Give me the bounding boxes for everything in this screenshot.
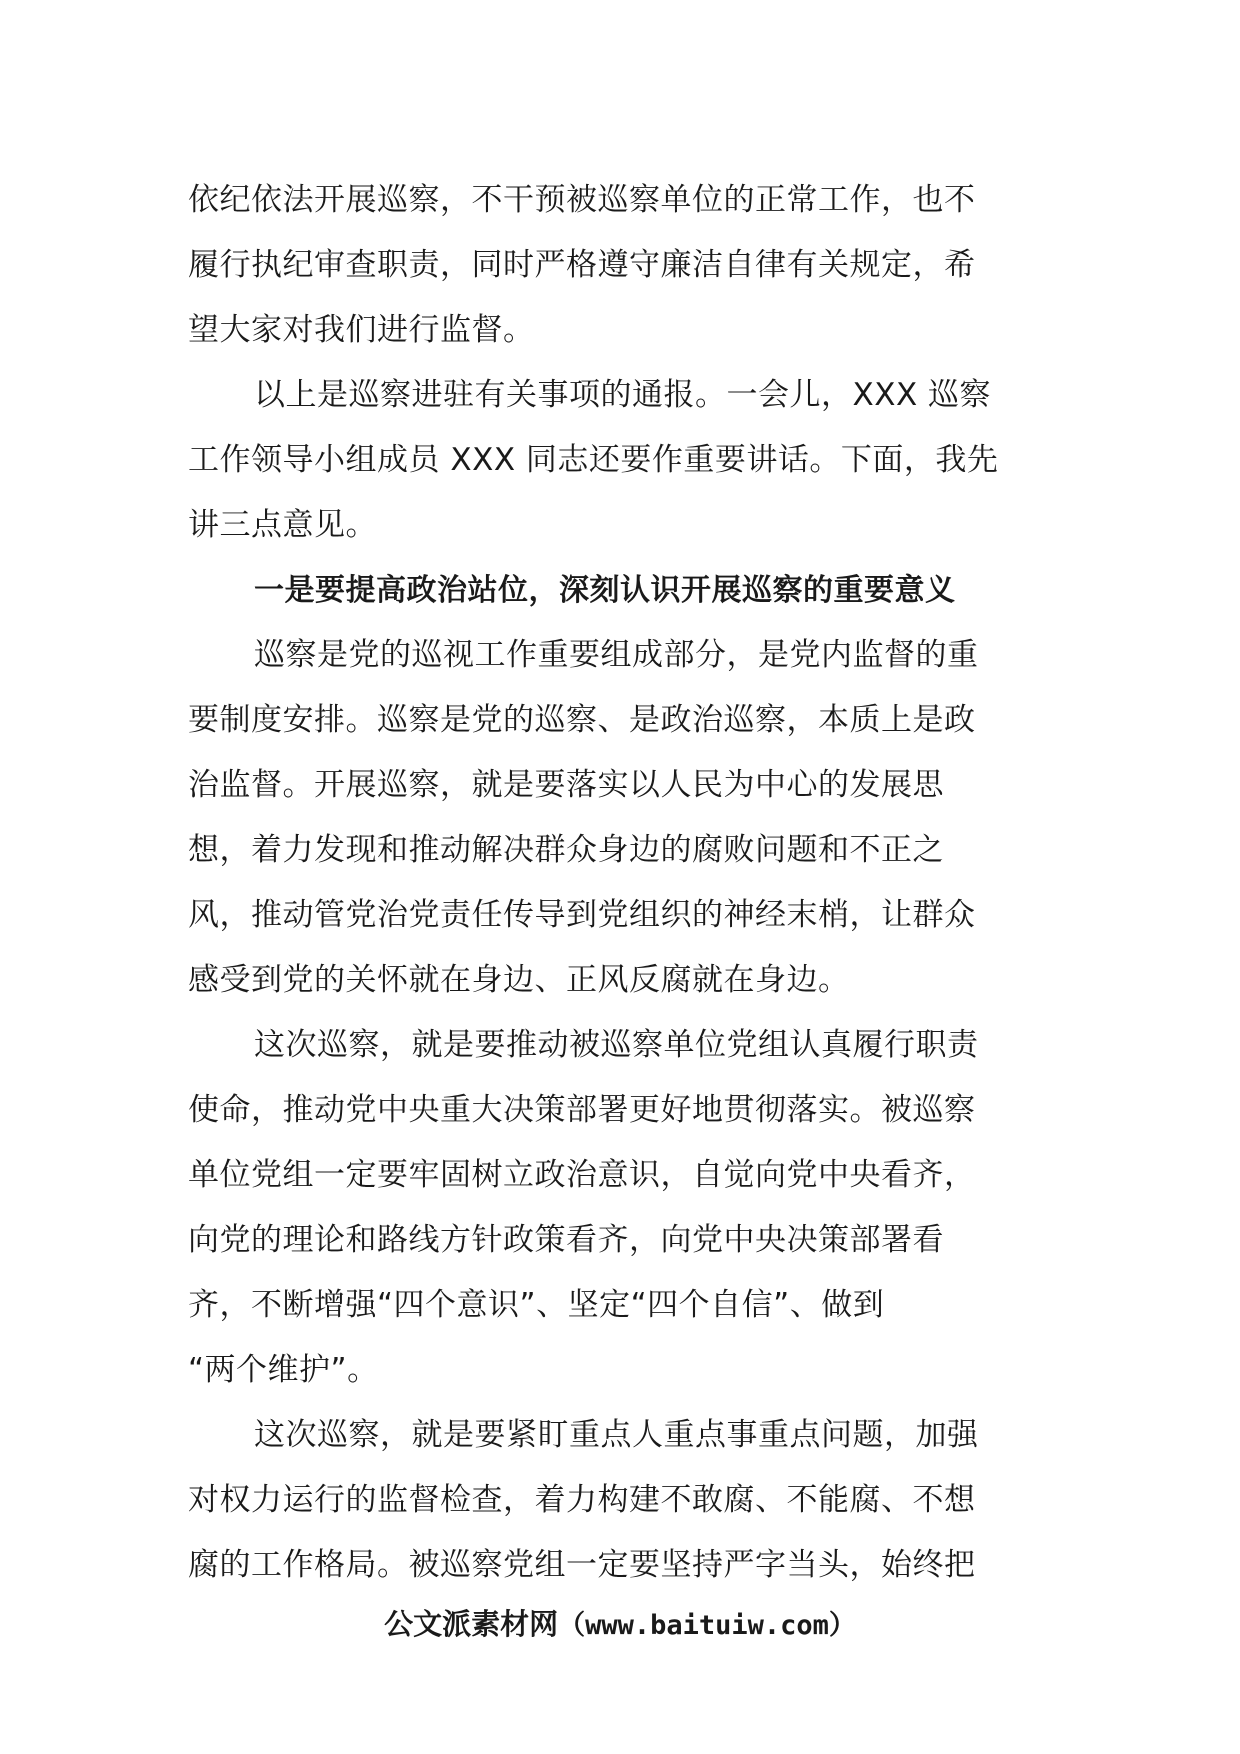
footer-url: （www.baituiw.com） (558, 1610, 856, 1641)
text-line: 依纪依法开展巡察，不干预被巡察单位的正常工作，也不 (188, 182, 976, 218)
paragraph-first-line: 这次巡察，就是要紧盯重点人重点事重点问题，加强 (254, 1417, 979, 1453)
text-line: 想，着力发现和推动解决群众身边的腐败问题和不正之 (188, 832, 944, 868)
text-line: 治监督。开展巡察，就是要落实以人民为中心的发展思 (188, 767, 944, 803)
text-line: “两个维护”。 (188, 1352, 379, 1388)
text-line: 对权力运行的监督检查，着力构建不敢腐、不能腐、不想 (188, 1482, 976, 1518)
text-line: 向党的理论和路线方针政策看齐，向党中央决策部署看 (188, 1222, 944, 1258)
text-line: 感受到党的关怀就在身边、正风反腐就在身边。 (188, 962, 850, 998)
paragraph-first-line: 以上是巡察进驻有关事项的通报。一会儿，XXX 巡察 (254, 377, 992, 413)
footer-site-name: 公文派素材网 (384, 1607, 559, 1641)
text-line: 工作领导小组成员 XXX 同志还要作重要讲话。下面，我先 (188, 442, 999, 478)
paragraph-first-line: 巡察是党的巡视工作重要组成部分，是党内监督的重 (254, 637, 979, 673)
page-footer (0, 1604, 1240, 1646)
paragraph-first-line: 这次巡察，就是要推动被巡察单位党组认真履行职责 (254, 1027, 979, 1063)
text-line: 履行执纪审查职责，同时严格遵守廉洁自律有关规定，希 (188, 247, 976, 283)
text-line: 使命，推动党中央重大决策部署更好地贯彻落实。被巡察 (188, 1092, 976, 1128)
text-line: 腐的工作格局。被巡察党组一定要坚持严字当头，始终把 (188, 1547, 976, 1583)
text-line: 望大家对我们进行监督。 (188, 312, 535, 348)
section-heading: 一是要提高政治站位，深刻认识开展巡察的重要意义 (254, 573, 956, 608)
document-body (188, 168, 1056, 1598)
text-line: 要制度安排。巡察是党的巡察、是政治巡察，本质上是政 (188, 702, 976, 738)
text-line: 风，推动管党治党责任传导到党组织的神经末梢，让群众 (188, 897, 976, 933)
text-line: 齐，不断增强“四个意识”、坚定“四个自信”、做到 (188, 1287, 885, 1323)
text-line: 讲三点意见。 (188, 507, 377, 543)
text-line: 单位党组一定要牢固树立政治意识，自觉向党中央看齐， (188, 1157, 976, 1193)
